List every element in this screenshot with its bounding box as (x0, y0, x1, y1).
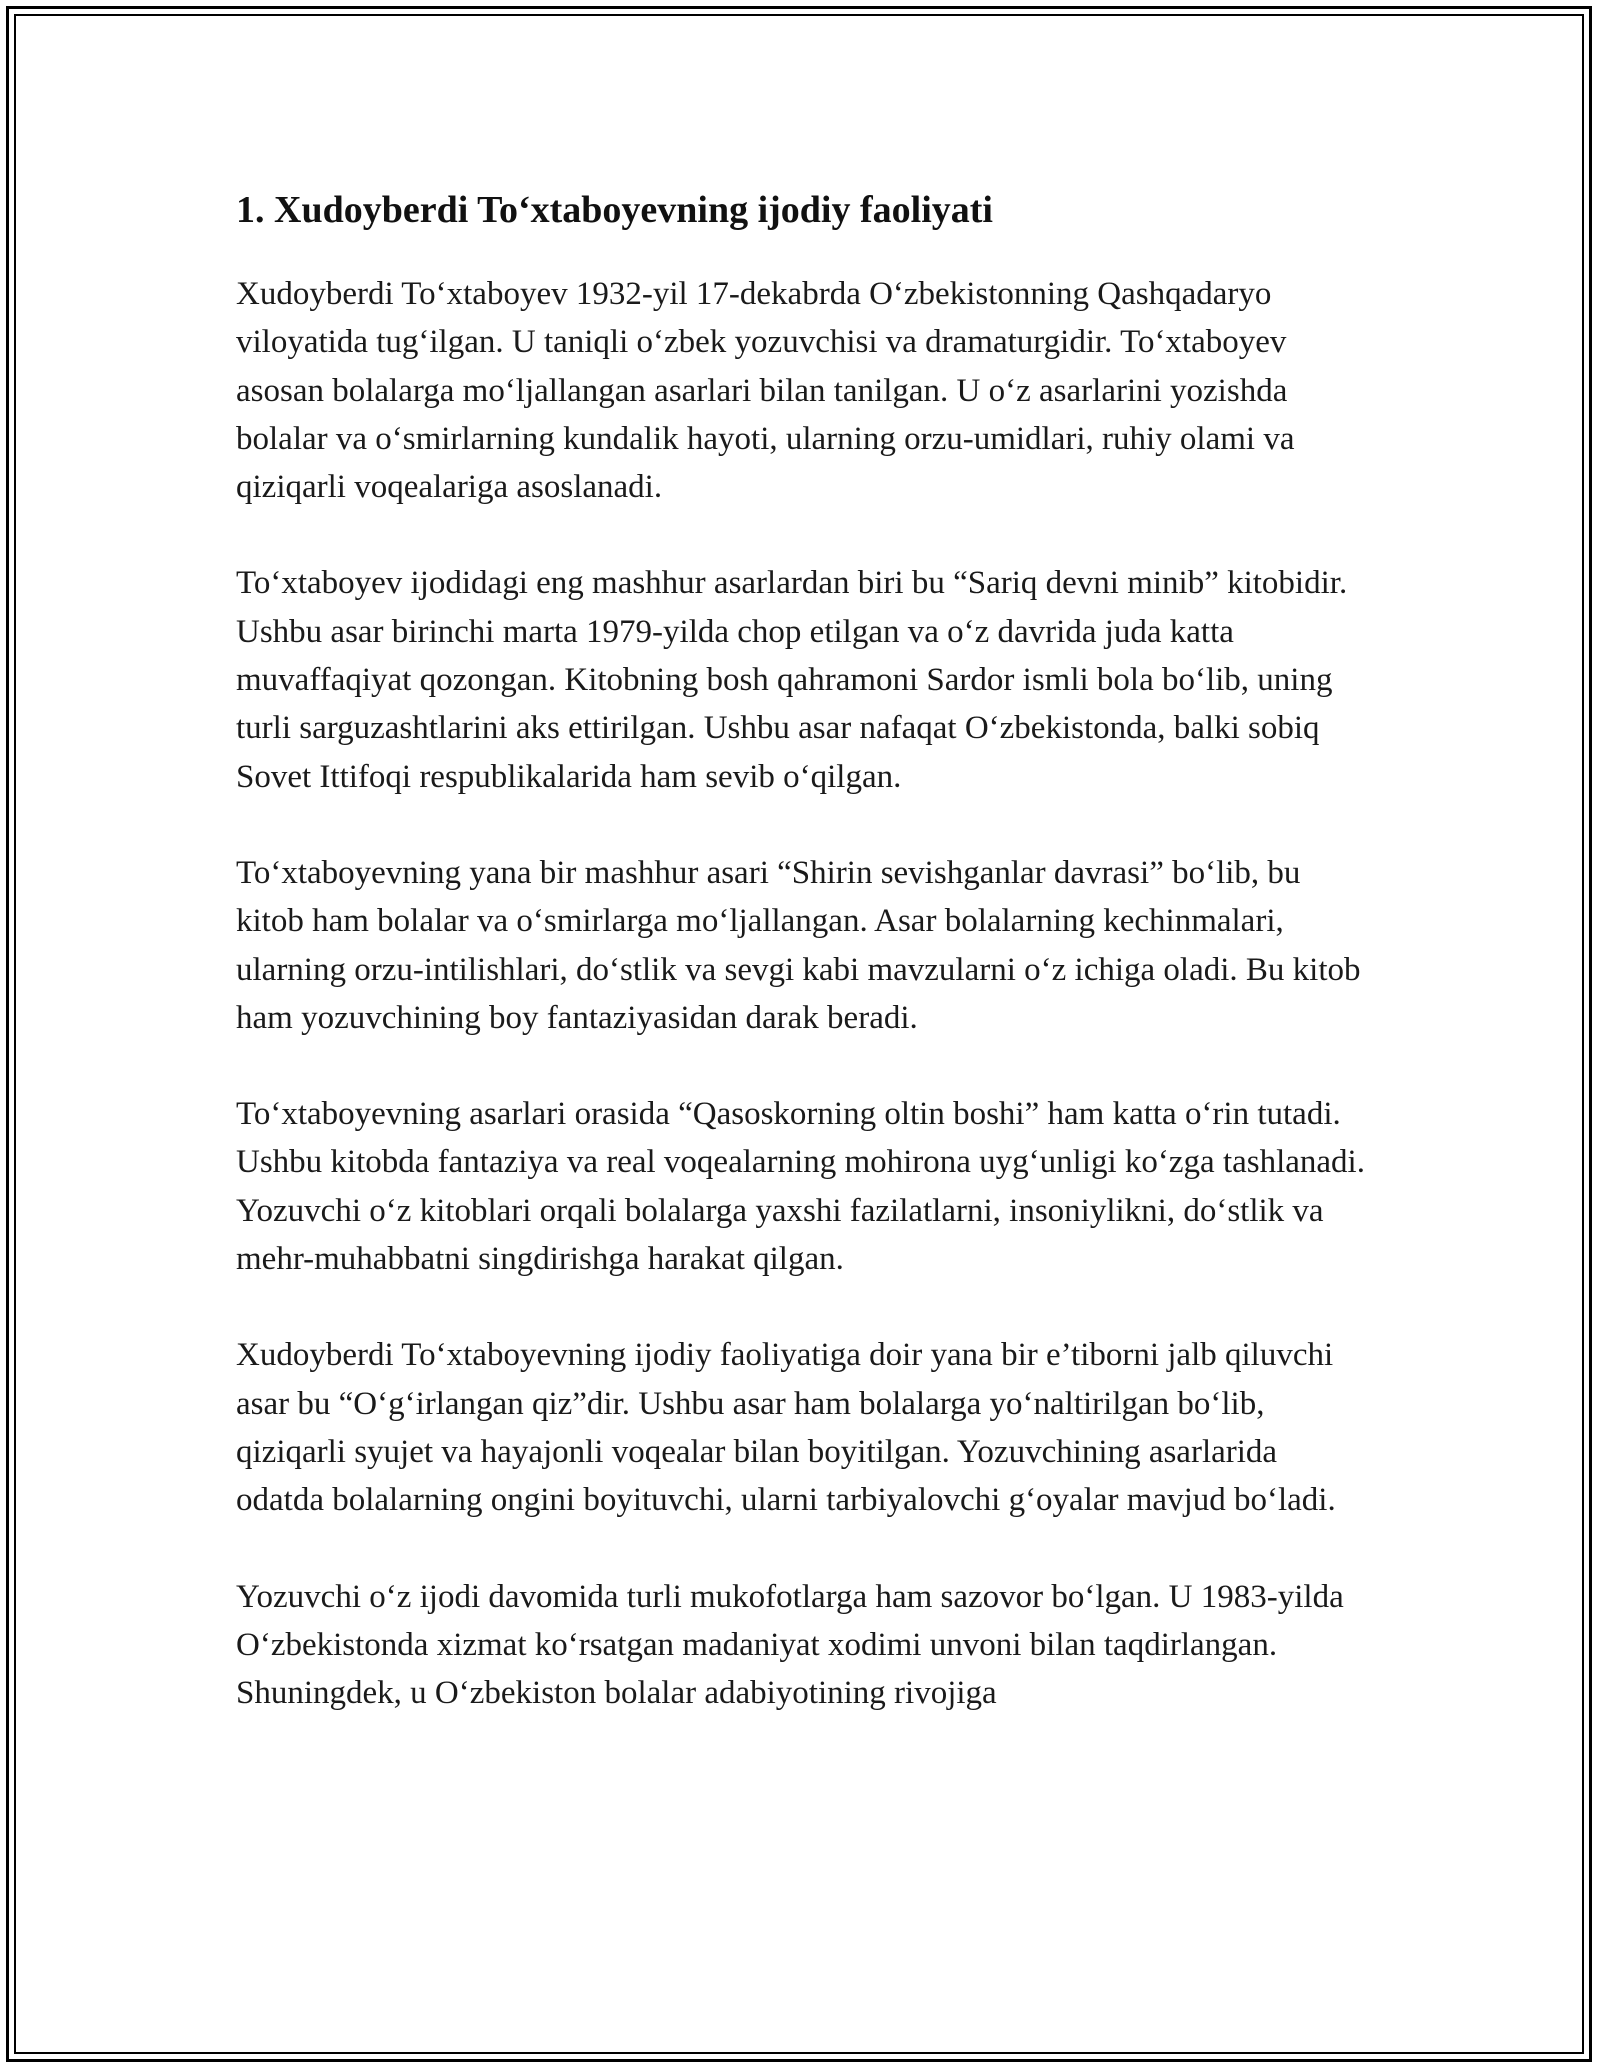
paragraph-shirin-sevishganlar: To‘xtaboyevning yana bir mashhur asari “Shirin sevishganlar davrasi” bo‘lib, bu kitob ham bolalar va o‘smirlarga mo‘ljallangan. Asar bolalarning kechinmalari, ularning orzu-intilishlari, do‘stlik va sevgi kabi mavzularni o‘z ichiga oladi. Bu kitob ham yozuvchining boy fantaziyasidan darak beradi. (236, 854, 1361, 1036)
paragraph-awards: Yozuvchi o‘z ijodi davomida turli mukofotlarga ham sazovor bo‘lgan. U 1983-yilda O‘zbekistonda xizmat ko‘rsatgan madaniyat xodimi unvoni bilan taqdirlangan. Shuningdek, u O‘zbekiston bolalar adabiyotining rivojiga (236, 1578, 1344, 1712)
paragraph-ogirlangan-qiz: Xudoyberdi To‘xtaboyevning ijodiy faoliyatiga doir yana bir e’tiborni jalb qiluvchi asar bu “O‘g‘irlangan qiz”dir. Ushbu asar ham bolalarga yo‘naltirilgan bo‘lib, qiziqarli syujet va hayajonli voqealar bilan boyitilgan. Yozuvchining asarlarida odatda bolalarning ongini boyituvchi, ularni tarbiyalovchi g‘oyalar mavjud bo‘ladi. (236, 1337, 1336, 1519)
paragraph-sariq-devni-minib: To‘xtaboyev ijodidagi eng mashhur asarlardan biri bu “Sariq devni minib” kitobidir. Ushbu asar birinchi marta 1979-yilda chop etilgan va o‘z davrida juda katta muvaffaqiyat qozongan. Kitobning bosh qahramoni Sardor ismli bola bo‘lib, uning turli sarguzashtlarini aks ettirilgan. Ushbu asar nafaqat O‘zbekistonda, balki sobiq Sovet Ittifoqi respublikalarida ham sevib o‘qilgan. (236, 565, 1348, 795)
paragraph-birth-and-overview: Xudoyberdi To‘xtaboyev 1932-yil 17-dekabrda O‘zbekistonning Qashqadaryo viloyatida tug‘ilgan. U taniqli o‘zbek yozuvchisi va dramaturgidir. To‘xtaboyev asosan bolalarga mo‘ljallangan asarlari bilan tanilgan. U o‘z asarlarini yozishda bolalar va o‘smirlarning kundalik hayoti, ularning orzu-umidlari, ruhiy olami va qiziqarli voqealariga asoslanadi. (236, 276, 1295, 506)
section-heading: 1. Xudoyberdi To‘xtaboyevning ijodiy faoliyati (236, 189, 993, 231)
paragraph-qasoskorning-oltin-boshi: To‘xtaboyevning asarlari orasida “Qasoskorning oltin boshi” ham katta o‘rin tutadi. Ushbu kitobda fantaziya va real voqealarning mohirona uyg‘unligi ko‘zga tashlanadi. Yozuvchi o‘z kitoblari orqali bolalarga yaxshi fazilatlarni, insoniylikni, do‘stlik va mehr-muhabbatni singdirishga harakat qilgan. (236, 1096, 1365, 1278)
document-body (236, 186, 1366, 1765)
